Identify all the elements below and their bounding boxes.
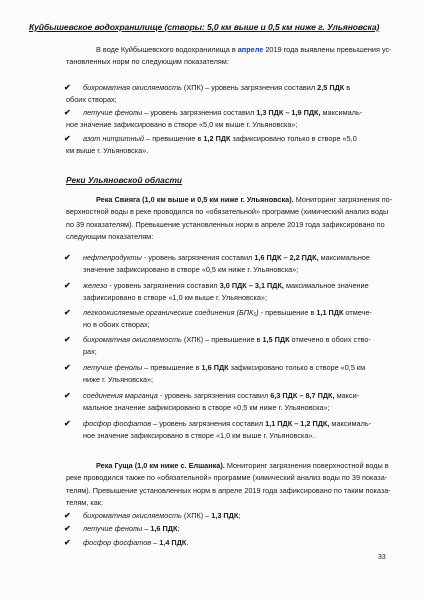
check-icon: ✔	[64, 391, 71, 400]
check-icon: ✔	[64, 108, 71, 117]
gusha-paragraph: Река Гуща (1,0 км ниже с. Елшанка). Мониторинг загрязнения поверхностной воды в реке проводился также по «обязательной» программе (химический анализ воды по 39 показа- телям). Превышение установленных норм в апреле 2019 года зафиксировано по таким показа- телям, как:	[66, 461, 391, 508]
check-icon: ✔	[64, 83, 71, 92]
rivers-heading: Реки Ульяновской области	[66, 175, 183, 185]
check-icon: ✔	[64, 511, 71, 520]
check-icon: ✔	[64, 419, 71, 428]
check-icon: ✔	[64, 363, 71, 372]
reservoir-intro: В воде Куйбышевского водохранилища в апреле 2019 года выявлены превышения ус- тановленных норм по следующим показателям:	[66, 45, 392, 67]
document-page: Куйбышевское водохранилище (створы: 5,0 км выше и 0,5 км ниже г. Ульяновска) В воде Куйбышевского водохранилища в апреле 2019 года выявлены превышения ус- тановленных норм по следующим показателям: ✔ бихроматная окисляемость (ХПК) – уровень загрязнения составил 2,5 ПДК в обоих створах; ✔ летучие фенолы – уровень загрязнения составил 1,3 ПДК – 1,9 ПДК, максималь- ное значение зафиксировано в створе «5,0 км выше г. Ульяновска»; ✔ азот нитритный – превышение в 1,2 ПДК зафиксировано только в створе «5,0 км выше г. Ульяновска». Реки Ульяновской области Река Свияга (1,0 км выше и 0,5 км ниже г. Ульяновска). Мониторинг загрязнения по- верхностной воды в реке проводился по «обязательной» программе (химический анализ воды по 39 показателям). Превышение установленных норм в апреле 2019 года зафиксировано по следующим показателям: ✔ нефтепродукты - уровень загрязнения составил 1,6 ПДК – 2,2 ПДК, максимальное значение зафиксировано в створе «0,5 км ниже г. Ульяновска»; ✔ железо - уровень загрязнения составил 3,0 ПДК – 3,1 ПДК, максимальное значение зафиксировано в створе «1,0 км выше г. Ульяновска»; ✔ легкоокисляемые органические соединения (БПК₅) - превышение в 1,1 ПДК отмече- но в обоих створах; ✔ бихроматная окисляемость (ХПК) – превышение в 1,5 ПДК отмечено в обоих ство- рах; ✔ летучие фенолы – превышение в 1,6 ПДК зафиксировано только в створе «0,5 км ниже г. Ульяновска»; ✔ соединения марганца - уровень загрязнения составил 6,3 ПДК – 8,7 ПДК, макси- мальное значение зафиксировано в створе «0,5 км ниже г. Ульяновска»; ✔ фосфор фосфатов – уровень загрязнения составил 1,1 ПДК – 1,2 ПДК, максималь- ное значение зафиксировано в створе «1,0 км выше г. Ульяновска». Река Гуща (1,0 км ниже с. Елшанка). Мониторинг загрязнения поверхностной воды в реке проводился также по «обязательной» программе (химический анализ воды по 39 показа- телям). Превышение установленных норм в апреле 2019 года зафиксировано по таким показа- телям, как: ✔ бихроматная окисляемость (ХПК) – 1,3 ПДК; ✔ летучие фенолы – 1,6 ПДК; ✔ фосфор фосфатов – 1,4 ПДК. 33	[0, 0, 424, 600]
check-icon: ✔	[64, 253, 71, 262]
check-icon: ✔	[64, 281, 71, 290]
sviyaga-paragraph: Река Свияга (1,0 км выше и 0,5 км ниже г. Ульяновска). Мониторинг загрязнения по- верхностной воды в реке проводился по «обязательной» программе (химический анализ воды по 39 показателям). Превышение установленных норм в апреле 2019 года зафиксировано по следующим показателям:	[66, 195, 393, 242]
page-number: 33	[378, 554, 386, 561]
check-icon: ✔	[64, 134, 71, 143]
check-icon: ✔	[64, 335, 71, 344]
check-icon: ✔	[64, 524, 71, 533]
check-icon: ✔	[64, 308, 71, 317]
reservoir-heading: Куйбышевское водохранилище (створы: 5,0 км выше и 0,5 км ниже г. Ульяновска)	[29, 22, 380, 32]
check-icon: ✔	[64, 538, 71, 547]
